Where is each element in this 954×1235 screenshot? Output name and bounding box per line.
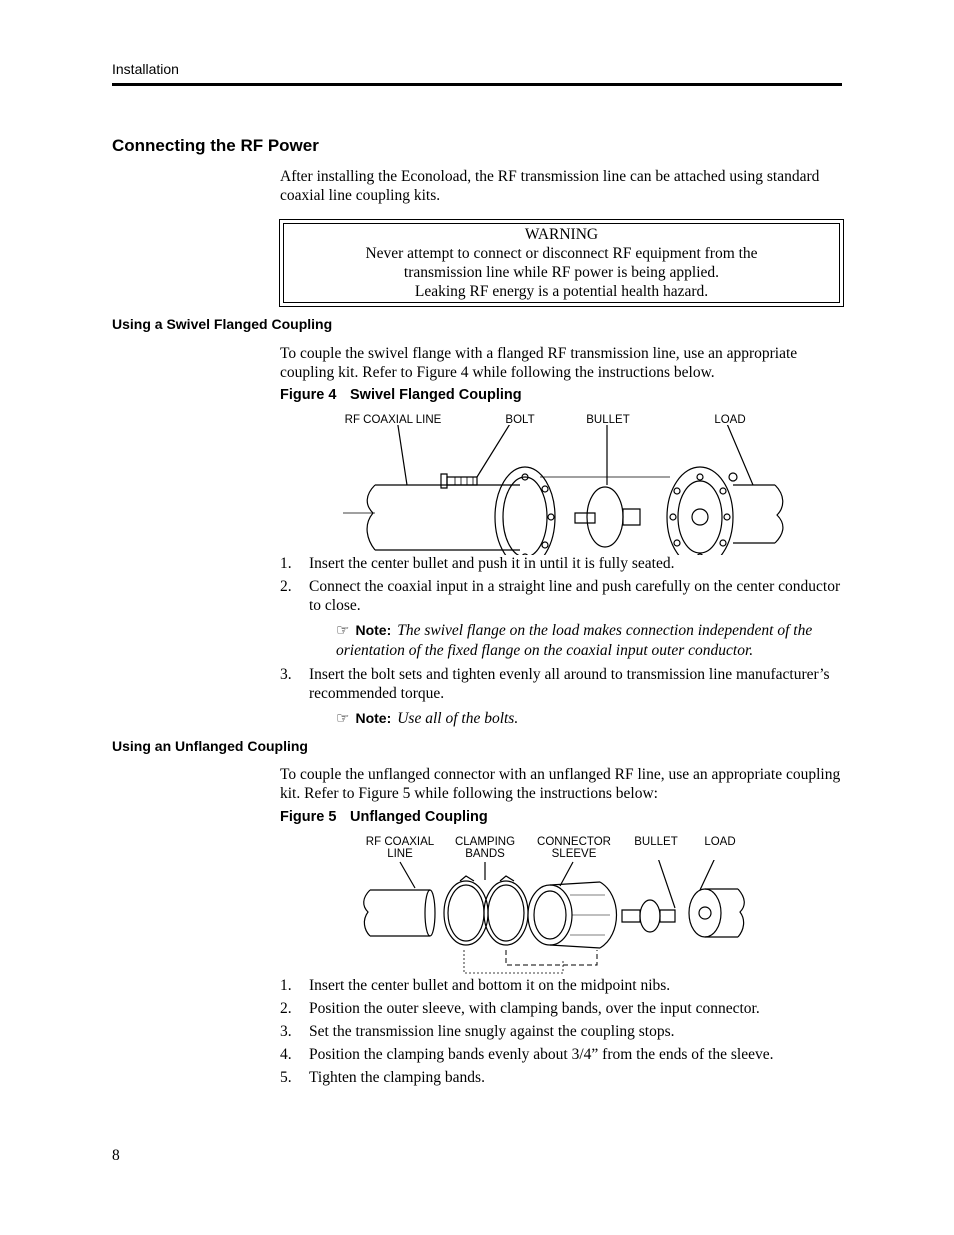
warning-box-inner	[283, 223, 840, 303]
fig4-label-load: LOAD	[714, 414, 746, 426]
figure-5-illustration	[360, 860, 750, 980]
fig5-label-load: LOAD	[704, 836, 736, 848]
fig5-rf-line-end	[364, 890, 370, 936]
fig5-clamping-band-2	[484, 881, 528, 945]
fig4-bolt-hole	[548, 514, 554, 520]
intro-paragraph: After installing the Econoload, the RF transmission line can be attached using standard coaxial line coupling kits.	[280, 168, 820, 204]
fig4-bullet-disc	[587, 487, 623, 547]
figure-4-title: Swivel Flanged Coupling	[350, 387, 522, 403]
warning-title: WARNING	[524, 226, 599, 243]
fig4-bullet-stub-right	[623, 509, 640, 525]
warning-line-1: Never attempt to connect or disconnect RF equipment from the	[365, 245, 758, 262]
unflanged-step-5: 5. Tighten the clamping bands.	[280, 1069, 485, 1086]
fig5-leader-rf-line	[400, 862, 415, 888]
fig5-dashed-bracket	[506, 950, 597, 965]
swivel-steps	[280, 554, 842, 619]
fig4-rf-line-end	[367, 485, 375, 550]
note-text: Use all of the bolts.	[397, 710, 519, 727]
unflanged-step-4: 4. Position the clamping bands evenly about 3/4” from the ends of the sleeve.	[280, 1046, 774, 1063]
fig5-dotted-bracket	[464, 950, 563, 973]
swivel-steps-cont	[280, 665, 842, 707]
fig4-fixed-flange-inner	[503, 477, 547, 555]
fig4-bolt-head	[441, 474, 447, 488]
fig5-band-clamp-1	[460, 876, 474, 881]
fig4-label-bullet: BULLET	[586, 414, 630, 426]
fig5-load-face	[689, 889, 721, 937]
swivel-paragraph: To couple the swivel flange with a flanged RF transmission line, use an appropriate coupling kit. Refer to Figure 4 while following the instructions below.	[280, 345, 798, 381]
swivel-heading: Using a Swivel Flanged Coupling	[112, 316, 333, 332]
fig4-load-body	[733, 485, 775, 543]
warning-line-2: transmission line while RF power is being applied.	[403, 264, 720, 281]
note-label: Note:	[355, 710, 392, 726]
fig4-load-end	[775, 485, 783, 543]
unflanged-paragraph: To couple the unflanged connector with an unflanged RF line, use an appropriate coupling kit. Refer to Figure 5 while following the instructions below:	[280, 766, 841, 802]
fig4-bolt-hole	[542, 542, 548, 548]
swivel-note-1	[336, 621, 844, 660]
fig4-label-bolt: BOLT	[505, 414, 535, 426]
warning-line-3: Leaking RF energy is a potential health hazard.	[414, 283, 709, 300]
fig5-label-connector-sleeve: CONNECTOR SLEEVE	[537, 836, 611, 860]
fig5-rf-line-body	[370, 890, 430, 936]
fig4-load-nut	[729, 473, 737, 481]
swivel-note-2	[336, 709, 844, 729]
fig4-swivel-center	[692, 509, 708, 525]
note-label: Note:	[355, 622, 392, 638]
running-header: Installation	[112, 61, 179, 77]
fig4-leader-bolt	[477, 425, 513, 477]
fig5-band-clamp-2	[500, 876, 514, 881]
unflanged-steps	[280, 976, 842, 1091]
fig5-load-end	[738, 889, 744, 937]
fig5-leader-load	[700, 860, 715, 890]
fig4-bullet-stub-left	[575, 513, 595, 523]
section-title: Connecting the RF Power	[112, 136, 319, 155]
pointing-hand-icon: ☞	[336, 711, 350, 727]
fig5-label-bullet: BULLET	[634, 836, 678, 848]
unflanged-heading: Using an Unflanged Coupling	[112, 738, 308, 754]
swivel-step-1: 1. Insert the center bullet and push it in until it is fully seated.	[280, 555, 675, 572]
fig5-load-center	[699, 907, 711, 919]
swivel-step-3: 3. Insert the bolt sets and tighten evenly all around to transmission line manufacturer’s recommended torque.	[280, 666, 830, 702]
fig5-leader-bullet	[658, 860, 675, 908]
figure-4-caption	[280, 387, 522, 403]
fig4-label-rf-coaxial-line: RF COAXIAL LINE	[344, 414, 442, 426]
fig5-clamping-band-1	[444, 881, 488, 945]
fig4-swivel-flange-inner	[678, 481, 722, 553]
figure-5-number: Figure 5	[280, 809, 337, 825]
unflanged-step-1: 1. Insert the center bullet and bottom it on the midpoint nibs.	[280, 977, 671, 994]
fig5-rf-line-face	[425, 890, 435, 936]
pointing-hand-icon: ☞	[336, 623, 350, 639]
fig5-leader-sleeve	[560, 862, 573, 886]
note-text: The swivel flange on the load makes connection independent of the orientation of the fixed flange on the coaxial input outer conductor.	[336, 622, 813, 659]
fig4-bolt-hole	[542, 486, 548, 492]
fig5-bullet-stub	[622, 910, 640, 922]
fig5-label-clamping-bands: CLAMPING BANDS	[454, 836, 516, 860]
page-number: 8	[112, 1147, 120, 1164]
figure-5-title: Unflanged Coupling	[350, 809, 488, 825]
fig4-bolt	[447, 477, 477, 485]
header-rule	[112, 83, 842, 86]
unflanged-step-3: 3. Set the transmission line snugly against the coupling stops.	[280, 1023, 675, 1040]
figure-5-caption	[280, 809, 488, 825]
unflanged-step-2: 2. Position the outer sleeve, with clamping bands, over the input connector.	[280, 1000, 760, 1017]
fig4-leader-rf-line	[397, 425, 407, 485]
figure-4-number: Figure 4	[280, 387, 337, 403]
swivel-step-2: 2. Connect the coaxial input in a straight line and push carefully on the center conductor to close.	[280, 578, 841, 614]
warning-box	[279, 219, 844, 307]
fig5-label-rf-coaxial-line: RF COAXIAL LINE	[365, 836, 435, 860]
figure-4-illustration	[335, 425, 795, 555]
fig5-bullet-body	[640, 900, 660, 932]
